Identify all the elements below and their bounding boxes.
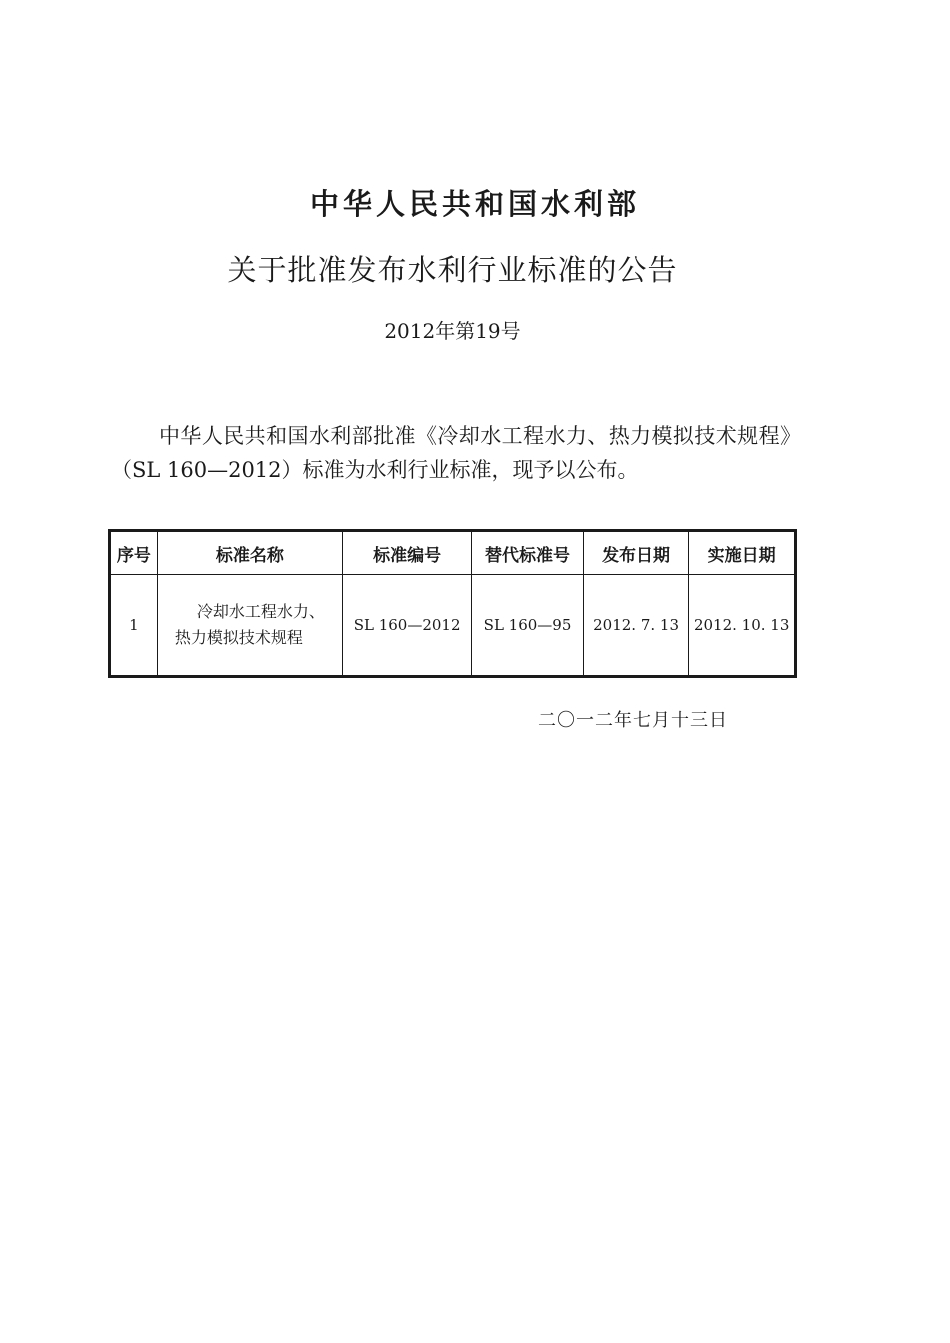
cell-effective: 2012. 10. 13 (689, 575, 796, 677)
cell-name-line2: 热力模拟技术规程 (174, 628, 303, 647)
header-replaces: 替代标准号 (472, 531, 583, 575)
announcement-paragraph: 中华人民共和国水利部批准《冷却水工程水力、热力模拟技术规程》（SL 160—2012）标准为水利行业标准，现予以公布。 (111, 424, 801, 482)
table-header-row (110, 531, 796, 575)
cell-name (157, 575, 342, 677)
cell-index: 1 (110, 575, 158, 677)
document-number: 2012年第19号 (384, 319, 521, 343)
cell-published: 2012. 7. 13 (583, 575, 689, 677)
header-published: 发布日期 (583, 531, 689, 575)
cell-name-line1: 冷却水工程水力、 (196, 602, 325, 621)
header-index: 序号 (110, 531, 158, 575)
header-effective: 实施日期 (689, 531, 796, 575)
cell-code: SL 160—2012 (342, 575, 471, 677)
header-code: 标准编号 (342, 531, 471, 575)
cell-replaces: SL 160—95 (472, 575, 583, 677)
table-row (110, 575, 796, 677)
header-name: 标准名称 (157, 531, 342, 575)
issuer-title: 中华人民共和国水利部 (309, 187, 640, 221)
issue-date: 二〇一二年七月十三日 (538, 710, 728, 731)
standards-table (108, 529, 797, 678)
announcement-title: 关于批准发布水利行业标准的公告 (227, 253, 678, 287)
